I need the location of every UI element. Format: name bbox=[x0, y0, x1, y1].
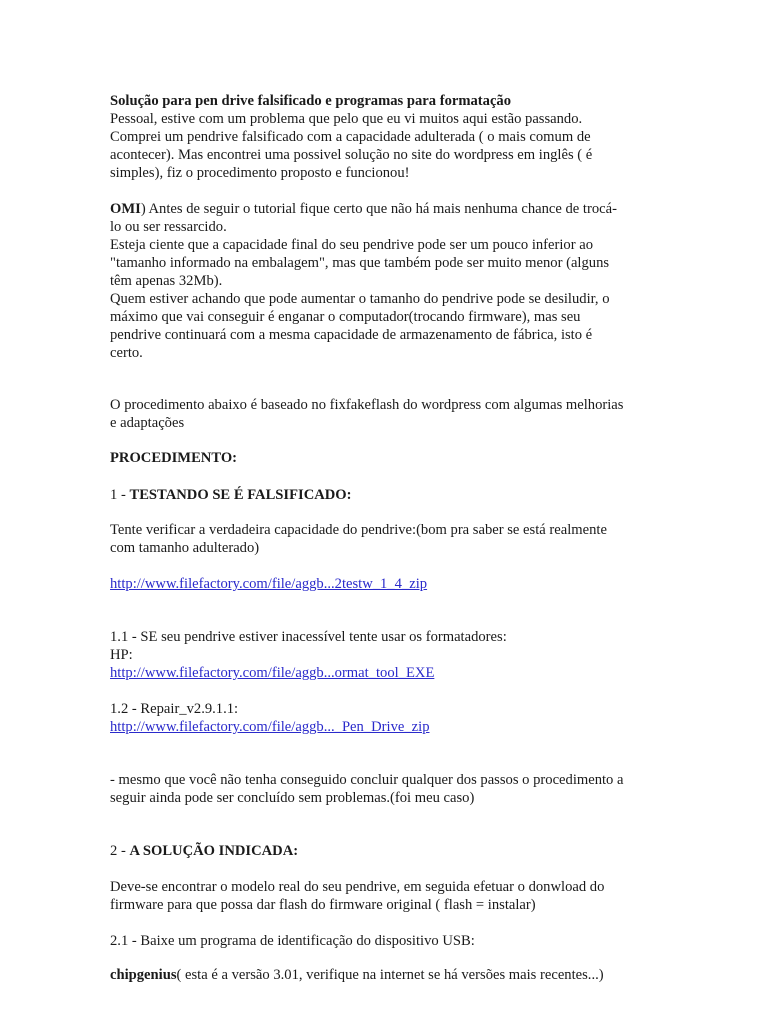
step1-text-line: Tente verificar a verdadeira capacidade do pendrive:(bom pra saber se está realmente bbox=[110, 522, 607, 538]
intro-line: acontecer). Mas encontrei uma possivel solução no site do wordpress em inglês ( é bbox=[110, 147, 593, 163]
document-title: Solução para pen drive falsificado e programas para formatação bbox=[110, 93, 512, 109]
intro-line: Pessoal, estive com um problema que pelo que eu vi muitos aqui estão passando. bbox=[110, 111, 583, 127]
omi-paragraph-line: pendrive continuará com a mesma capacidade de armazenamento de fábrica, isto é bbox=[110, 327, 593, 343]
note-line: seguir ainda pode ser concluído sem problemas.(foi meu caso) bbox=[110, 790, 475, 806]
omi-paragraph-line: OMI) Antes de seguir o tutorial fique certo que não há mais nenhuma chance de trocá- bbox=[110, 201, 617, 217]
intro-line: Comprei um pendrive falsificado com a capacidade adulterada ( o mais comum de bbox=[110, 129, 591, 145]
filefactory-link-3[interactable]: http://www.filefactory.com/file/aggb..._Pen_Drive_zip bbox=[110, 719, 430, 735]
chipgenius-line: chipgenius( esta é a versão 3.01, verifique na internet se há versões mais recentes...) bbox=[110, 967, 604, 983]
step11-hp-label: HP: bbox=[110, 647, 133, 663]
step1-text-line: com tamanho adulterado) bbox=[110, 540, 260, 556]
omi-paragraph-line: Esteja ciente que a capacidade final do seu pendrive pode ser um pouco inferior ao bbox=[110, 237, 594, 253]
omi-label: OMI bbox=[110, 201, 141, 217]
omi-paragraph-line: máximo que vai conseguir é enganar o computador(trocando firmware), mas seu bbox=[110, 309, 581, 325]
omi-paragraph-line: Quem estiver achando que pode aumentar o tamanho do pendrive pode se desiludir, o bbox=[110, 291, 610, 307]
procedure-heading: PROCEDIMENTO: bbox=[110, 450, 238, 466]
step2-text-line: firmware para que possa dar flash do firmware original ( flash = instalar) bbox=[110, 897, 536, 913]
step12-text: 1.2 - Repair_v2.9.1.1: bbox=[110, 701, 239, 717]
procedure-note-line: O procedimento abaixo é baseado no fixfakeflash do wordpress com algumas melhorias bbox=[110, 397, 624, 413]
step21-text: 2.1 - Baixe um programa de identificação do dispositivo USB: bbox=[110, 933, 475, 949]
filefactory-link-1[interactable]: http://www.filefactory.com/file/aggb...2testw_1_4_zip bbox=[110, 576, 428, 592]
step11-text: 1.1 - SE seu pendrive estiver inacessível tente usar os formatadores: bbox=[110, 629, 507, 645]
step2-heading: 2 - A SOLUÇÃO INDICADA: bbox=[110, 843, 299, 859]
omi-paragraph-line: lo ou ser ressarcido. bbox=[110, 219, 227, 235]
omi-paragraph-line: certo. bbox=[110, 345, 143, 361]
step1-heading: 1 - TESTANDO SE É FALSIFICADO: bbox=[110, 487, 352, 503]
omi-paragraph-line: têm apenas 32Mb). bbox=[110, 273, 223, 289]
omi-paragraph-line: "tamanho informado na embalagem", mas que também pode ser muito menor (alguns bbox=[110, 255, 610, 271]
step2-text-line: Deve-se encontrar o modelo real do seu pendrive, em seguida efetuar o donwload do bbox=[110, 879, 605, 895]
procedure-note-line: e adaptações bbox=[110, 415, 185, 431]
filefactory-link-2[interactable]: http://www.filefactory.com/file/aggb...ormat_tool_EXE bbox=[110, 665, 435, 681]
note-line: - mesmo que você não tenha conseguido concluir qualquer dos passos o procedimento a bbox=[110, 772, 624, 788]
chipgenius-label: chipgenius bbox=[110, 967, 177, 983]
intro-line: simples), fiz o procedimento proposto e funcionou! bbox=[110, 165, 410, 181]
